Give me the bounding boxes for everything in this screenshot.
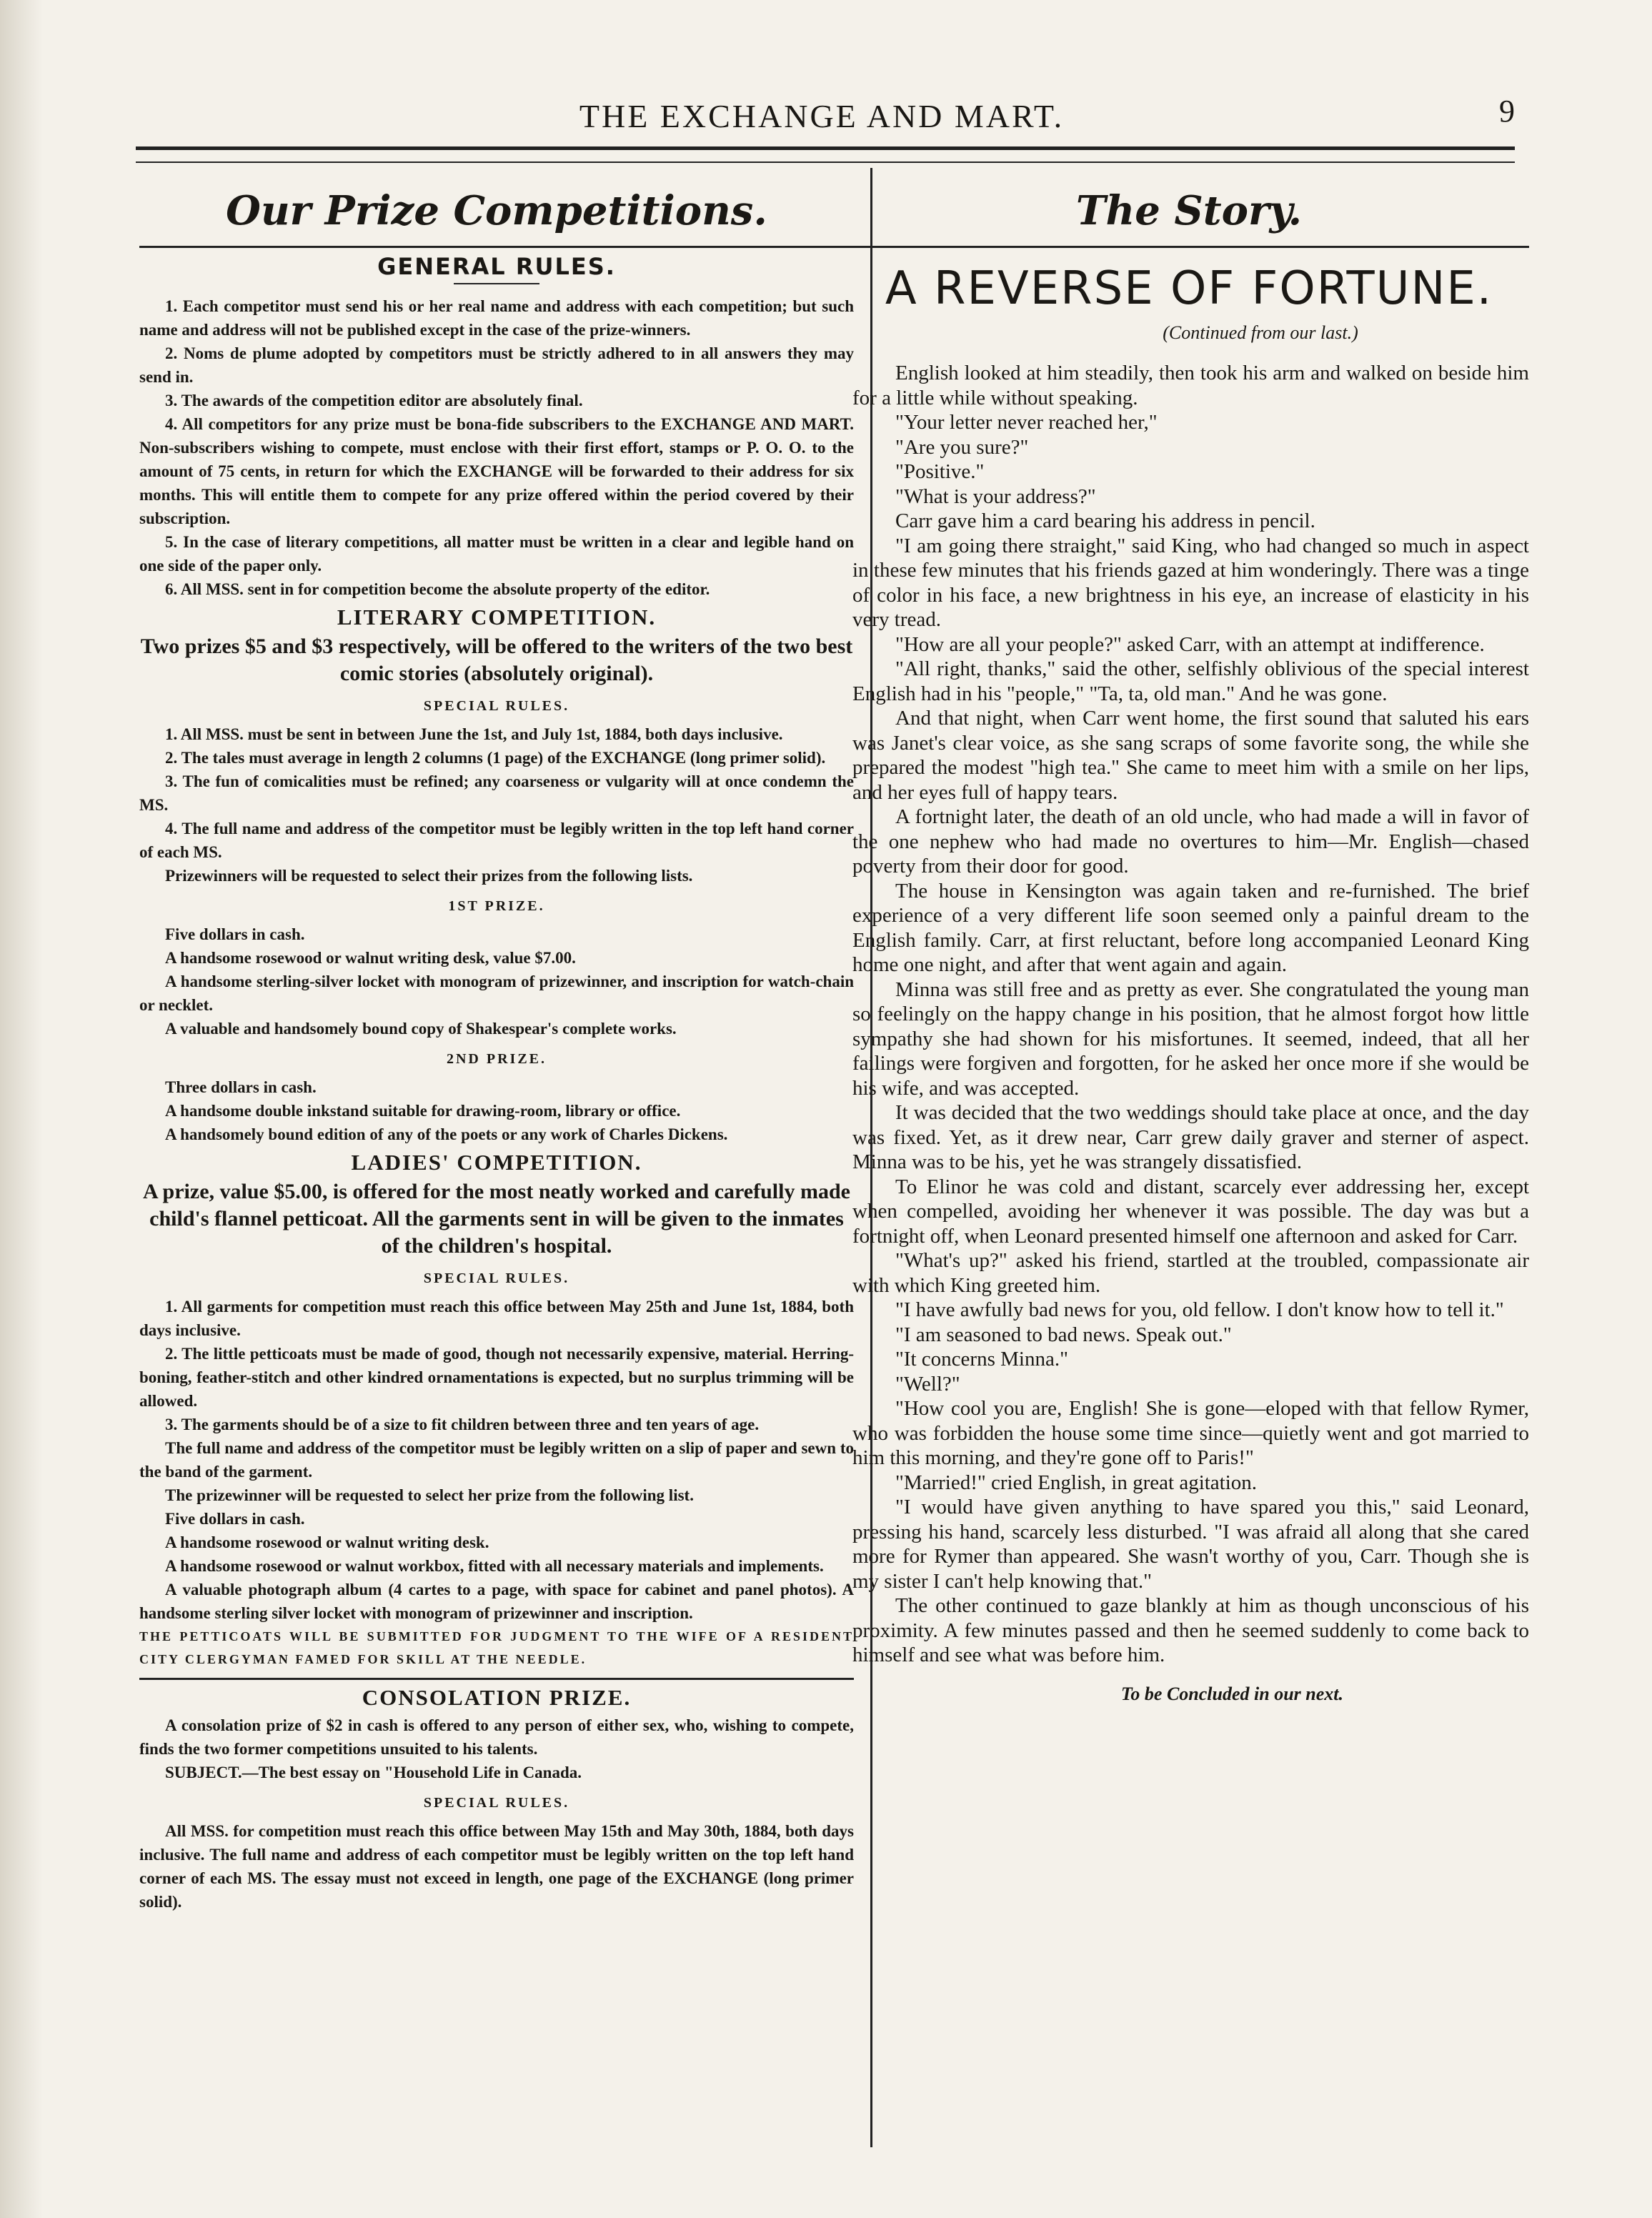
general-rule: 3. The awards of the competition editor are absolutely final. bbox=[165, 392, 583, 409]
page-header bbox=[129, 93, 1515, 143]
continued-note: (Continued from our last.) bbox=[1163, 322, 1358, 343]
prize-item: A handsome rosewood or walnut workbox, fitted with all necessary materials and implements. bbox=[165, 1557, 824, 1575]
section-rule bbox=[849, 246, 1529, 248]
special-rules-label: SPECIAL RULES. bbox=[423, 698, 570, 714]
first-prize-label: 1ST PRIZE. bbox=[448, 898, 545, 914]
prize-item: Three dollars in cash. bbox=[165, 1078, 317, 1096]
page-edge bbox=[0, 0, 43, 2218]
story-paragraph: "How are all your people?" asked Carr, with an attempt at indifference. bbox=[895, 632, 1485, 656]
general-rule: 2. Noms de plume adopted by competitors must be strictly adhered to in all answers they may send in. bbox=[139, 344, 854, 386]
literary-rule: 2. The tales must average in length 2 columns (1 page) of the EXCHANGE (long primer solid). bbox=[165, 749, 826, 767]
section-title-prize-competitions: Our Prize Competitions. bbox=[226, 187, 767, 234]
second-prize-label: 2ND PRIZE. bbox=[446, 1051, 547, 1067]
story-paragraph: To Elinor he was cold and distant, scarcely ever addressing her, except when compelled, avoiding her whenever it was possible. The day was but a fortnight off, when Leonard presented himself one afternoon and asked for Carr. bbox=[852, 1175, 1529, 1248]
literary-rule: 3. The fun of comicalities must be refined; any coarseness or vulgarity will at once condemn the MS. bbox=[139, 772, 854, 814]
ladies-rule: 2. The little petticoats must be made of good, though not necessarily expensive, material. Herring-boning, feather-stitch and other kindred ornamentations is expected, but no surplus trimming will be allowed. bbox=[139, 1345, 854, 1410]
to-be-concluded-note: To be Concluded in our next. bbox=[1120, 1683, 1343, 1704]
story-title: A REVERSE OF FORTUNE. bbox=[885, 262, 1493, 315]
section-title-story: The Story. bbox=[1075, 187, 1303, 234]
general-rules-heading: GENERAL RULES. bbox=[377, 253, 616, 280]
story-paragraph: "I would have given anything to have spared you this," said Leonard, pressing his hand, scarcely less disturbed. "I was afraid all along that she cared more for Rymer than appeared. She wasn't worthy of you, Carr. Though she is my sister I can't help knowing that." bbox=[852, 1496, 1529, 1593]
story-body bbox=[852, 361, 1529, 1668]
general-rule: 5. In the case of literary competitions, all matter must be written in a clear and legible hand on one side of the paper only. bbox=[139, 533, 854, 575]
heading-underline bbox=[454, 283, 539, 284]
prize-item: A handsome double inkstand suitable for drawing-room, library or office. bbox=[165, 1102, 681, 1120]
literary-rule: 4. The full name and address of the competitor must be legibly written in the top left hand corner of each MS. bbox=[139, 820, 854, 861]
section-rule bbox=[139, 246, 854, 248]
story-paragraph: "It concerns Minna." bbox=[895, 1348, 1068, 1371]
story-paragraph: "I am going there straight," said King, who had changed so much in aspect in these few minutes that his friends gazed at him wonderingly. There was a tinge of color in his face, a new brightness in his eye, an increase of elasticity in his very tread. bbox=[852, 534, 1529, 631]
prize-item: Five dollars in cash. bbox=[165, 1510, 305, 1528]
ladies-rule: 3. The garments should be of a size to fit children between three and ten years of age. bbox=[165, 1416, 760, 1433]
general-rule: 6. All MSS. sent in for competition become the absolute property of the editor. bbox=[165, 580, 710, 598]
story-paragraph: And that night, when Carr went home, the first sound that saluted his ears was Janet's clear voice, as she sang scraps of some favorite song, the while she prepared the modest "high tea." She came to meet him with a smile on her lips, and her eyes full of happy tears. bbox=[852, 707, 1529, 804]
prize-item: Five dollars in cash. bbox=[165, 925, 305, 943]
story-paragraph: "What's up?" asked his friend, startled at the troubled, compassionate air with which King greeted him. bbox=[852, 1249, 1529, 1297]
story-paragraph: "Your letter never reached her," bbox=[895, 411, 1158, 434]
consolation-intro: A consolation prize of $2 in cash is offered to any person of either sex, who, wishing to compete, finds the two former competitions unsuited to his talents. bbox=[139, 1716, 854, 1758]
special-rules-label: SPECIAL RULES. bbox=[423, 1795, 570, 1811]
ladies-rule: The full name and address of the competitor must be legibly written on a slip of paper and sewn to the band of the garment. bbox=[139, 1439, 854, 1481]
story-paragraph: It was decided that the two weddings should take place at once, and the day was fixed. Yet, as it drew near, Carr grew daily graver and sterner of aspect. Minna was to be his, yet he was strangely dissatisfied. bbox=[852, 1101, 1529, 1173]
prize-item: A valuable photograph album (4 cartes to a page, with space for cabinet and panel photos). A handsome sterling silver locket with monogram of prizewinner and inscription. bbox=[139, 1581, 854, 1622]
story-column bbox=[849, 179, 1529, 1705]
prize-item: A handsome rosewood or walnut writing desk. bbox=[165, 1533, 489, 1551]
consolation-subject: SUBJECT.—The best essay on "Household Life in Canada. bbox=[165, 1764, 582, 1781]
prize-item: A handsomely bound edition of any of the poets or any work of Charles Dickens. bbox=[165, 1125, 728, 1143]
ladies-rule: The prizewinner will be requested to select her prize from the following list. bbox=[165, 1486, 694, 1504]
story-paragraph: "Married!" cried English, in great agitation. bbox=[895, 1471, 1258, 1494]
story-paragraph: "How cool you are, English! She is gone—eloped with that fellow Rymer, who was forbidden the house some time since—quietly went and got married to him this morning, and they're gone off to Paris!" bbox=[852, 1397, 1529, 1469]
prize-competitions-column bbox=[139, 179, 854, 1914]
general-rule: 4. All competitors for any prize must be bona-fide subscribers to the EXCHANGE AND MART. Non-subscribers wishing to compete, must enclose with their first effort, stamps or P. O. O. to the amount of 75 cents, in return for which the EXCHANGE will be forwarded to their address for six months. This will entitle them to compete for any prize offered within the period covered by their subscription. bbox=[139, 415, 854, 527]
ladies-competition-heading: LADIES' COMPETITION. bbox=[351, 1150, 642, 1175]
literary-intro: Two prizes $5 and $3 respectively, will be offered to the writers of the two best comic stories (absolutely original). bbox=[140, 635, 853, 685]
story-paragraph: "Are you sure?" bbox=[895, 435, 1029, 459]
prize-item: A handsome sterling-silver locket with monogram of prizewinner, and inscription for watch-chain or necklet. bbox=[139, 973, 854, 1014]
prize-item: A valuable and handsomely bound copy of Shakespear's complete works. bbox=[165, 1020, 677, 1038]
literary-rule: 1. All MSS. must be sent in between June the 1st, and July 1st, 1884, both days inclusive. bbox=[165, 725, 783, 743]
page-number: 9 bbox=[1499, 94, 1515, 129]
prize-item: A handsome rosewood or walnut writing desk, value $7.00. bbox=[165, 949, 576, 967]
story-paragraph: "What is your address?" bbox=[895, 484, 1096, 508]
literary-competition-heading: LITERARY COMPETITION. bbox=[337, 605, 657, 630]
story-paragraph: "I have awfully bad news for you, old fellow. I don't know how to tell it." bbox=[895, 1298, 1504, 1321]
literary-rule: Prizewinners will be requested to select their prizes from the following lists. bbox=[165, 867, 693, 885]
story-paragraph: "Positive." bbox=[895, 460, 985, 483]
header-rule-thin bbox=[136, 161, 1515, 163]
consolation-prize-heading: CONSOLATION PRIZE. bbox=[362, 1685, 632, 1710]
story-paragraph: "All right, thanks," said the other, selfishly oblivious of the special interest English had in his "people," "Ta, ta, old man." And he was gone. bbox=[852, 657, 1529, 705]
story-paragraph: The house in Kensington was again taken and re-furnished. The brief experience of a very different life soon seemed only a painful dream to the English family. Carr, at first reluctant, before long accompanied Leonard King home one night, and after that went again and again. bbox=[852, 879, 1529, 976]
story-paragraph: A fortnight later, the death of an old uncle, who had made a will in favor of the one nephew who had made no overtures to him—Mr. English—chased poverty from their door for good. bbox=[852, 805, 1529, 877]
ladies-rule: 1. All garments for competition must reach this office between May 25th and June 1st, 1884, both days inclusive. bbox=[139, 1298, 854, 1339]
note-rule bbox=[139, 1678, 854, 1680]
prize-competitions-body bbox=[139, 255, 854, 1914]
newspaper-title: THE EXCHANGE AND MART. bbox=[579, 98, 1065, 134]
ladies-intro: A prize, value $5.00, is offered for the most neatly worked and carefully made child's flannel petticoat. All the garments sent in will be given to the inmates of the children's hospital. bbox=[143, 1180, 850, 1258]
story-paragraph: "I am seasoned to bad news. Speak out." bbox=[895, 1323, 1232, 1346]
special-rules-label: SPECIAL RULES. bbox=[423, 1270, 570, 1286]
consolation-rules: All MSS. for competition must reach this office between May 15th and May 30th, 1884, both days inclusive. The full name and address of each competitor must be legibly written on the top left hand corner of each MS. The essay must not exceed in length, one page of the EXCHANGE (long primer solid). bbox=[139, 1822, 854, 1911]
story-paragraph: Carr gave him a card bearing his address in pencil. bbox=[895, 509, 1315, 532]
judging-note: THE PETTICOATS WILL BE SUBMITTED FOR JUDGMENT TO THE WIFE OF A RESIDENT CITY CLERGYMAN FAMED FOR SKILL AT THE NEEDLE. bbox=[139, 1629, 854, 1666]
story-paragraph: English looked at him steadily, then took his arm and walked on beside him for a little while without speaking. bbox=[852, 362, 1529, 409]
header-rule bbox=[136, 146, 1515, 150]
story-paragraph: Minna was still free and as pretty as ever. She congratulated the young man so feelingly on the happy change in his position, that he almost forgot how little sympathy she had shown for his misfortunes. It seemed, indeed, that all her failings were forgiven and forgotten, for he asked her once more if she would be his wife, and was accepted. bbox=[852, 978, 1529, 1100]
general-rule: 1. Each competitor must send his or her real name and address with each competition; but such name and address will not be published except in the case of the prize-winners. bbox=[139, 297, 854, 339]
story-paragraph: "Well?" bbox=[895, 1372, 960, 1396]
story-paragraph: The other continued to gaze blankly at him as though unconscious of his proximity. A few minutes passed and then he seemed suddenly to come back to himself and see what was before him. bbox=[852, 1594, 1529, 1666]
